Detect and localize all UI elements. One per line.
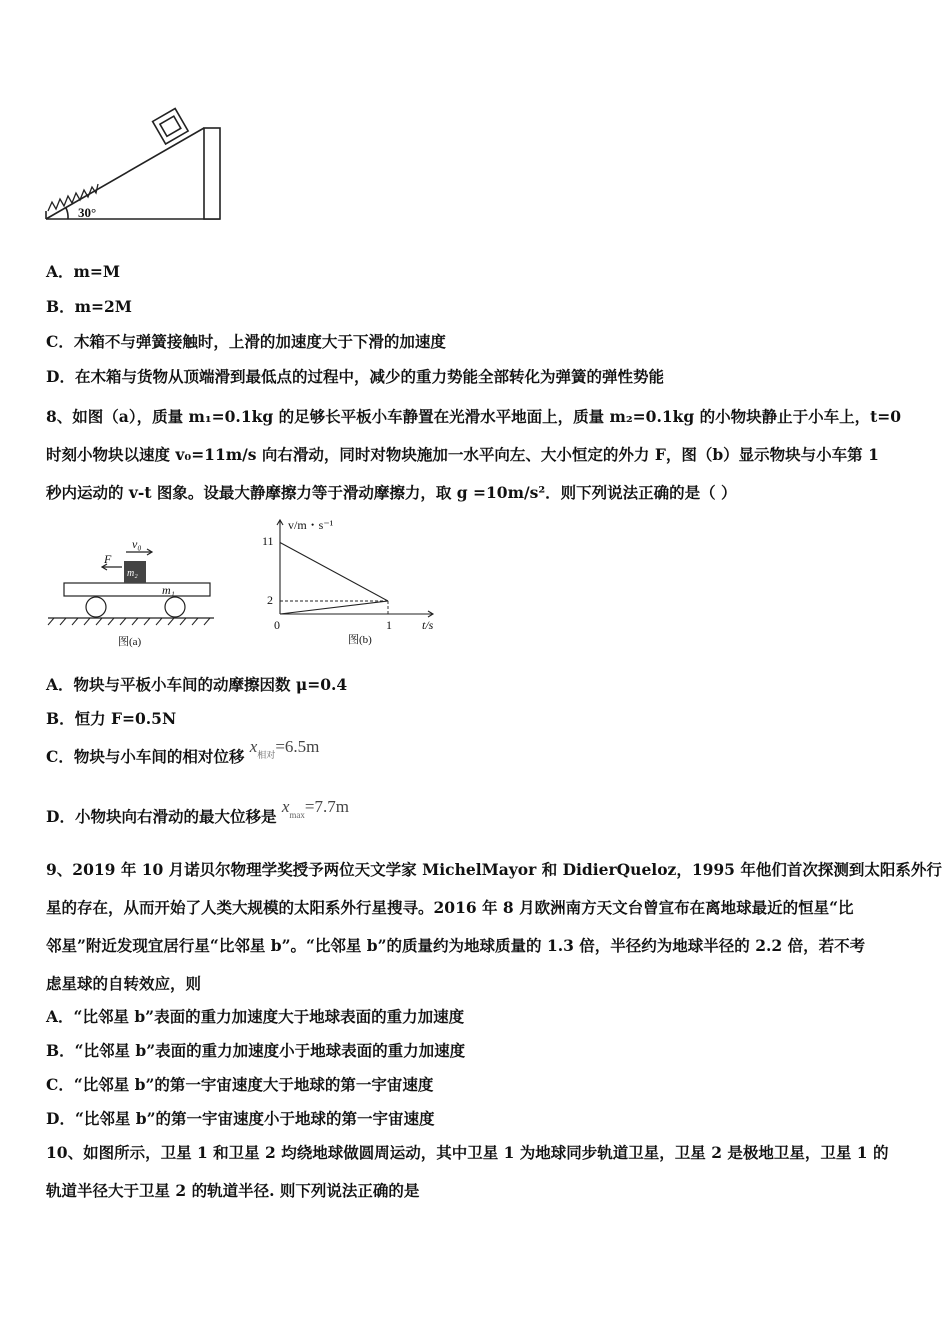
q7-option-d: D．在木箱与货物从顶端滑到最低点的过程中，减少的重力势能全部转化为弹簧的弹性势能 xyxy=(46,367,664,386)
q9-option-a: A．“比邻星 b”表面的重力加速度大于地球表面的重力加速度 xyxy=(46,1007,465,1026)
q9-stem-line-1: 9、2019 年 10 月诺贝尔物理学奖授予两位天文学家 MichelMayor 和 DidierQueloz，1995 年他们首次探测到太阳系外行 xyxy=(46,860,942,879)
q9-stem-line-3: 邻星”附近发现宜居行星“比邻星 b”。“比邻星 b”的质量约为地球质量的 1.3 倍，半径约为地球半径的 2.2 倍，若不考 xyxy=(46,936,866,955)
q8-option-c: C．物块与小车间的相对位移 xyxy=(46,747,245,766)
relative-displacement-formula xyxy=(249,737,320,760)
q8-stem-line-3: 秒内运动的 v-t 图象。设最大静摩擦力等于滑动摩擦力，取 g =10m/s²．则下列说法正确的是（ ） xyxy=(46,483,737,502)
y-tick-11: 11 xyxy=(262,534,274,548)
figure-a-cart xyxy=(44,530,224,650)
x-symbol: x xyxy=(249,737,258,756)
q9-stem-line-4: 虑星球的自转效应，则 xyxy=(46,974,202,993)
x-tick-1: 1 xyxy=(386,618,392,632)
figure-a-caption: 图(a) xyxy=(118,636,142,648)
q9-option-d: D．“比邻星 b”的第一宇宙速度小于地球的第一宇宙速度 xyxy=(46,1109,435,1128)
force-label: F xyxy=(104,552,112,566)
series-block-line xyxy=(280,543,388,602)
q7-option-c: C．木箱不与弹簧接触时，上滑的加速度大于下滑的加速度 xyxy=(46,332,446,351)
q7-option-b: B．m=2M xyxy=(46,297,132,316)
angle-label: 30° xyxy=(78,205,97,220)
q9-option-c: C．“比邻星 b”的第一宇宙速度大于地球的第一宇宙速度 xyxy=(46,1075,434,1094)
max-displacement-formula xyxy=(281,797,349,820)
q8-option-a: A．物块与平板小车间的动摩擦因数 μ=0.4 xyxy=(46,675,348,694)
v0-label: v₀ xyxy=(132,537,142,551)
x-symbol: x xyxy=(281,797,290,816)
figure-b-vt-graph xyxy=(250,512,450,650)
m2-label: m₂ xyxy=(127,568,138,579)
sub-relative: 相对 xyxy=(257,750,276,760)
q10-stem-line-1: 10、如图所示，卫星 1 和卫星 2 均绕地球做圆周运动，其中卫星 1 为地球同步轨道卫星，卫星 2 是极地卫星，卫星 1 的 xyxy=(46,1143,889,1162)
y-tick-2: 2 xyxy=(267,593,273,607)
x-axis-label: t/s xyxy=(422,618,434,632)
q8-option-b: B．恒力 F=0.5N xyxy=(46,709,177,728)
q9-option-b: B．“比邻星 b”表面的重力加速度小于地球表面的重力加速度 xyxy=(46,1041,466,1060)
max-value: =7.7m xyxy=(304,797,349,816)
q9-stem-line-2: 星的存在，从而开始了人类大规模的太阳系外行星搜寻。2016 年 8 月欧洲南方天文台曾宣布在离地球最近的恒星“比 xyxy=(46,898,854,917)
incline-spring-figure xyxy=(40,98,230,226)
sub-max: max xyxy=(289,810,305,820)
q8-stem-line-2: 时刻小物块以速度 v₀=11m/s 向右滑动，同时对物块施加一水平向左、大小恒定的外力 F，图（b）显示物块与小车第 1 xyxy=(46,445,879,464)
q8-option-c-row xyxy=(46,737,320,771)
m1-label: m₁ xyxy=(162,583,175,597)
figure-b-caption: 图(b) xyxy=(348,634,372,646)
y-axis-label: v/m・s⁻¹ xyxy=(288,518,334,532)
origin-label: 0 xyxy=(274,618,280,632)
q8-option-d: D．小物块向右滑动的最大位移是 xyxy=(46,807,277,826)
relative-value: =6.5m xyxy=(275,737,320,756)
q8-option-d-row xyxy=(46,797,349,830)
q8-stem-line-1: 8、如图（a），质量 m₁=0.1kg 的足够长平板小车静置在光滑水平地面上，质量 m₂=0.1kg 的小物块静止于小车上，t=0 xyxy=(46,407,902,426)
q7-option-a: A．m=M xyxy=(46,262,121,281)
series-cart-line xyxy=(280,601,388,614)
q10-stem-line-2: 轨道半径大于卫星 2 的轨道半径. 则下列说法正确的是 xyxy=(46,1181,420,1200)
